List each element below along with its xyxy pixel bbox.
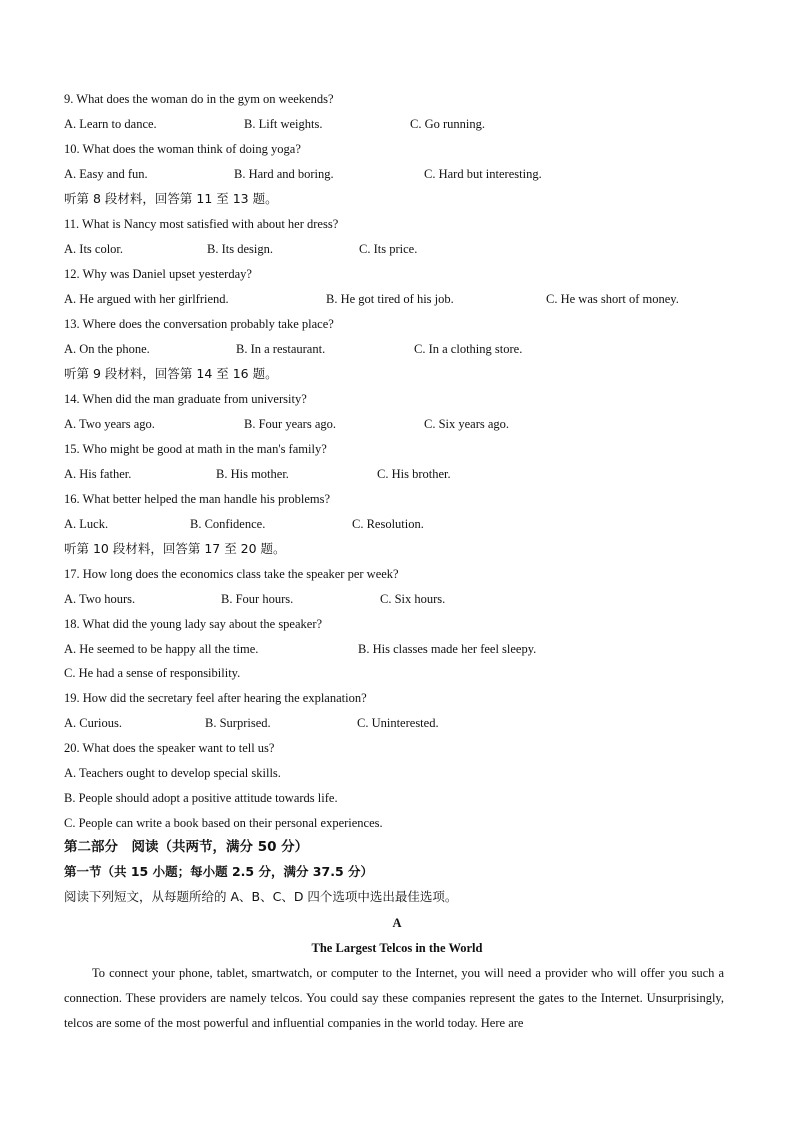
question-20: 20. What does the speaker want to tell us?	[64, 741, 275, 755]
option-a: A. He argued with her girlfriend.	[64, 292, 229, 306]
option-b: B. Lift weights.	[244, 117, 323, 131]
question-12: 12. Why was Daniel upset yesterday?	[64, 267, 252, 281]
option-b: B. Its design.	[207, 242, 273, 256]
section-instruction-8: 听第 8 段材料，回答第 11 至 13 题。	[64, 191, 278, 206]
option-b: B. Confidence.	[190, 517, 266, 531]
option-c: C. His brother.	[377, 467, 451, 481]
option-a: A. Curious.	[64, 716, 122, 730]
option-c-18: C. He had a sense of responsibility.	[64, 666, 241, 680]
option-c: C. Six years ago.	[424, 417, 510, 431]
section-instruction-9: 听第 9 段材料，回答第 14 至 16 题。	[64, 366, 278, 381]
option-b: B. Four hours.	[221, 592, 294, 606]
option-a: A. Its color.	[64, 242, 124, 256]
option-a: A. His father.	[64, 467, 132, 481]
option-b: B. In a restaurant.	[236, 342, 326, 356]
option-c: C. Six hours.	[380, 592, 446, 606]
passage-letter: A	[392, 916, 402, 930]
option-b: B. He got tired of his job.	[326, 292, 454, 306]
option-b: B. His mother.	[216, 467, 289, 481]
option-b: B. Hard and boring.	[234, 167, 334, 181]
option-c-20: C. People can write a book based on their personal experiences.	[64, 816, 383, 830]
option-a: A. Easy and fun.	[64, 167, 148, 181]
question-11: 11. What is Nancy most satisfied with about her dress?	[64, 217, 339, 231]
option-c: C. In a clothing store.	[414, 342, 523, 356]
option-a: A. Luck.	[64, 517, 109, 531]
passage-title: The Largest Telcos in the World	[311, 941, 483, 955]
option-c: C. Hard but interesting.	[424, 167, 542, 181]
option-a: A. On the phone.	[64, 342, 150, 356]
question-16: 16. What better helped the man handle his problems?	[64, 492, 331, 506]
option-a-20: A. Teachers ought to develop special skills.	[64, 766, 281, 780]
section-instruction-10: 听第 10 段材料，回答第 17 至 20 题。	[64, 541, 286, 556]
paragraph-text: To connect your phone, tablet, smartwatch, or computer to the Internet, you will need a provider who will offer you such a connection. These providers are namely telcos. You could say these companies represent the gates to the Internet. Unsurprisingly, telcos are some of the most powerful and influential companies in the world today. Here are	[64, 966, 724, 1030]
question-18: 18. What did the young lady say about the speaker?	[64, 617, 323, 631]
question-19: 19. How did the secretary feel after hearing the explanation?	[64, 691, 367, 705]
option-a: A. Learn to dance.	[64, 117, 157, 131]
option-b-20: B. People should adopt a positive attitude towards life.	[64, 791, 338, 805]
option-c: C. Resolution.	[352, 517, 424, 531]
section1-heading: 第一节（共 15 小题；每小题 2.5 分，满分 37.5 分）	[64, 864, 373, 879]
option-c: C. Uninterested.	[357, 716, 439, 730]
question-9: 9. What does the woman do in the gym on weekends?	[64, 92, 334, 106]
question-13: 13. Where does the conversation probably take place?	[64, 317, 334, 331]
reading-instruction: 阅读下列短文，从每题所给的 A、B、C、D 四个选项中选出最佳选项。	[64, 889, 458, 904]
question-10: 10. What does the woman think of doing yoga?	[64, 142, 301, 156]
option-a: A. Two years ago.	[64, 417, 155, 431]
option-c: C. He was short of money.	[546, 292, 679, 306]
option-a: A. Two hours.	[64, 592, 136, 606]
part2-heading: 第二部分 阅读（共两节，满分 50 分）	[64, 839, 309, 855]
question-14: 14. When did the man graduate from university?	[64, 392, 307, 406]
option-c: C. Go running.	[410, 117, 485, 131]
passage-paragraph	[64, 961, 724, 1036]
option-c: C. Its price.	[359, 242, 418, 256]
option-b: B. Four years ago.	[244, 417, 336, 431]
option-b: B. His classes made her feel sleepy.	[358, 642, 537, 656]
question-17: 17. How long does the economics class take the speaker per week?	[64, 567, 399, 581]
option-a: A. He seemed to be happy all the time.	[64, 642, 259, 656]
question-15: 15. Who might be good at math in the man's family?	[64, 442, 327, 456]
option-b: B. Surprised.	[205, 716, 271, 730]
